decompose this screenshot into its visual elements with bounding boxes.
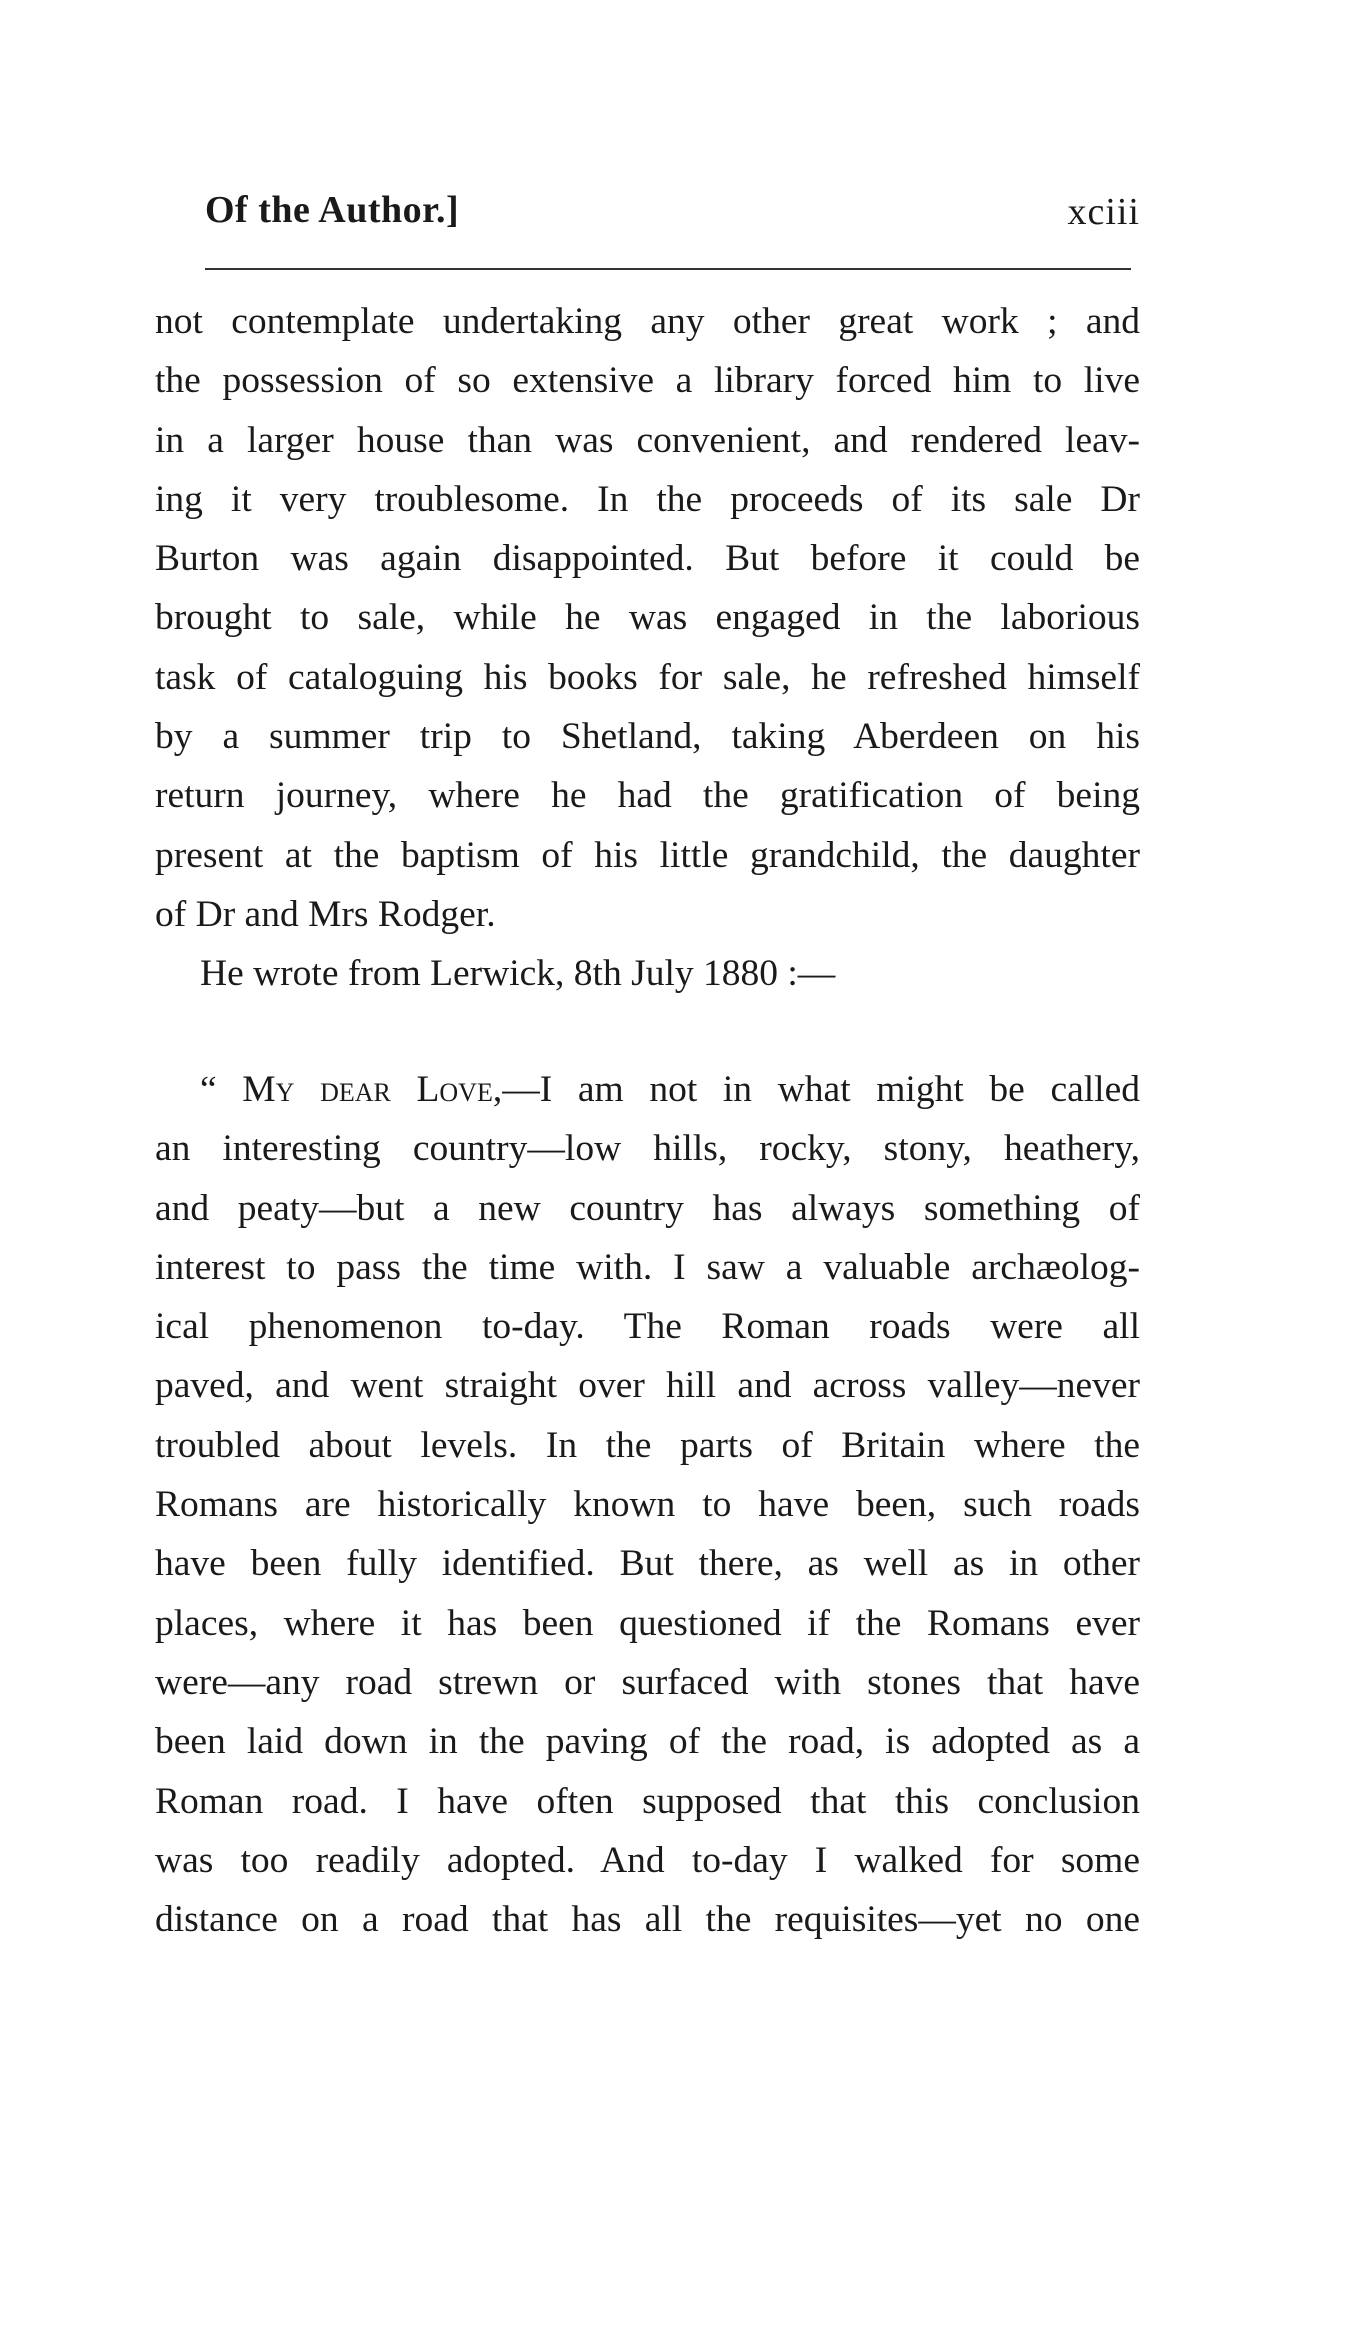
text-line: of Dr and Mrs Rodger. <box>155 893 496 935</box>
text-line: brought to sale, while he was engaged in the laborious <box>155 597 1140 639</box>
opening-quote: “ <box>200 1069 243 1110</box>
letter-first-line-rest: —I am not in what might be called <box>502 1069 1140 1110</box>
running-head: Of the Author.] <box>205 189 460 231</box>
text-line: troubled about levels. In the parts of Britain where the <box>155 1424 1140 1466</box>
text-line: present at the baptism of his little grandchild, the daughter <box>155 834 1140 876</box>
paragraph-continuation <box>155 292 1140 1004</box>
text-line: in a larger house than was convenient, and rendered leav- <box>155 419 1140 461</box>
text-line: interest to pass the time with. I saw a valuable archæolog- <box>155 1246 1140 1288</box>
letter-intro-line: He wrote from Lerwick, 8th July 1880 :— <box>200 953 836 995</box>
text-line: task of cataloguing his books for sale, he refreshed himself <box>155 656 1140 698</box>
text-line: ing it very troublesome. In the proceeds of its sale Dr <box>155 478 1140 520</box>
text-line: were—any road strewn or surfaced with stones that have <box>155 1661 1140 1703</box>
text-line: an interesting country—low hills, rocky, stony, heathery, <box>155 1128 1140 1170</box>
text-line: by a summer trip to Shetland, taking Aberdeen on his <box>155 716 1140 758</box>
text-line: ical phenomenon to-day. The Roman roads were all <box>155 1306 1140 1348</box>
letter-text <box>155 1060 1140 1949</box>
letter-salutation: My dear Love, <box>242 1069 503 1110</box>
header-rule <box>205 268 1131 270</box>
text-line: paved, and went straight over hill and across valley—never <box>155 1365 1140 1407</box>
text-line: distance on a road that has all the requisites—yet no one <box>155 1899 1140 1941</box>
text-line: places, where it has been questioned if the Romans ever <box>155 1602 1140 1644</box>
text-line: Burton was again disappointed. But before it could be <box>155 538 1140 580</box>
page-number: xciii <box>1067 191 1140 233</box>
text-line: and peaty—but a new country has always something of <box>155 1187 1140 1229</box>
text-line: Romans are historically known to have been, such roads <box>155 1484 1140 1526</box>
text-line: Roman road. I have often supposed that this conclusion <box>155 1780 1140 1822</box>
text-line: return journey, where he had the gratification of being <box>155 775 1140 817</box>
text-line: been laid down in the paving of the road, is adopted as a <box>155 1721 1140 1763</box>
letter-first-line <box>155 1060 1140 1119</box>
text-line: was too readily adopted. And to-day I walked for some <box>155 1839 1140 1881</box>
text-line: the possession of so extensive a library forced him to live <box>155 360 1140 402</box>
text-line: have been fully identified. But there, as well as in other <box>155 1543 1140 1585</box>
text-line: not contemplate undertaking any other great work ; and <box>155 301 1140 342</box>
